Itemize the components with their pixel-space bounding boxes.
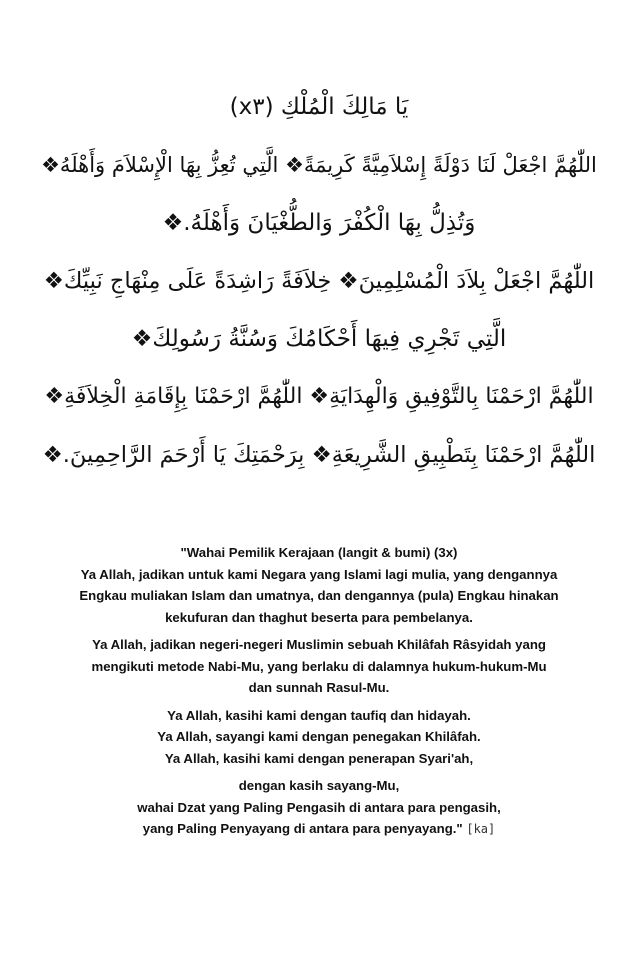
translation-line-text: yang Paling Penyayang di antara para penyayang." (142, 821, 463, 836)
translation-line: Ya Allah, kasihi kami dengan penerapan Syari'ah, (164, 750, 474, 766)
arabic-line-1: يَا مَالِكَ الْمُلْكِ (x٣) (229, 94, 409, 120)
translation-line: kekufuran dan thaghut beserta para pembelanya. (165, 609, 473, 625)
arabic-prayer-text (40, 78, 598, 484)
translation-paragraph-3 (20, 705, 618, 770)
arabic-line-6: اللّٰهُمَّ ارْحَمْنَا بِالتَّوْفِيقِ وَالْهِدَايَةِ❖ اللّٰهُمَّ ارْحَمْنَا بِإِقَامَةِ الْخِلاَفَةِ❖ (44, 384, 594, 409)
arabic-line-4: اللّٰهُمَّ اجْعَلْ بِلاَدَ الْمُسْلِمِينَ❖ خِلاَفَةً رَاشِدَةً عَلَى مِنْهَاجِ نَبِيِّكَ❖ (43, 268, 595, 294)
arabic-line-2: اللّٰهُمَّ اجْعَلْ لَنَا دَوْلَةً إِسْلاَمِيَّةً كَرِيمَةً❖ الَّتِي تُعِزُّ بِهَا الْإِسْلاَمَ وَأَهْلَهُ❖ (41, 153, 597, 177)
translation-line: wahai Dzat yang Paling Pengasih di antara para pengasih, (137, 799, 501, 815)
arabic-line-5: الَّتِي تَجْرِي فِيهَا أَحْكَامُكَ وَسُنَّةُ رَسُولِكَ❖ (131, 326, 507, 352)
translation-last-line (20, 818, 618, 841)
translation-line: Ya Allah, jadikan untuk kami Negara yang Islami lagi mulia, yang dengannya (80, 566, 558, 582)
translation-paragraph-4 (20, 775, 618, 841)
arabic-line-3: وَتُذِلُّ بِهَا الْكُفْرَ وَالطُّغْيَانَ وَأَهْلَهُ.❖ (162, 210, 476, 236)
translation-line: Ya Allah, sayangi kami dengan penegakan Khilâfah. (157, 729, 481, 744)
translation-line: dan sunnah Rasul-Mu. (248, 680, 390, 695)
translation-line: dengan kasih sayang-Mu, (238, 778, 400, 793)
translation-line: Ya Allah, jadikan negeri-negeri Muslimin sebuah Khilâfah Râsyidah yang (92, 637, 546, 652)
translation-line: mengikuti metode Nabi-Mu, yang berlaku di dalamnya hukum-hukum-Mu (91, 658, 547, 674)
translation-line: Ya Allah, kasihi kami dengan taufiq dan hidayah. (167, 707, 471, 723)
translation-paragraph-2 (20, 634, 618, 699)
source-tag: [ka] (466, 822, 496, 836)
translation-line: Engkau muliakan Islam dan umatnya, dan dengannya (pula) Engkau hinakan (79, 588, 559, 603)
arabic-line-7: اللّٰهُمَّ ارْحَمْنَا بِتَطْبِيقِ الشَّرِيعَةِ❖ بِرَحْمَتِكَ يَا أَرْحَمَ الرَّاحِمِينَ.❖ (42, 442, 596, 468)
translation-line: "Wahai Pemilik Kerajaan (langit & bumi) (3x) (180, 545, 458, 560)
indonesian-translation (20, 542, 618, 847)
translation-paragraph-1 (20, 542, 618, 628)
